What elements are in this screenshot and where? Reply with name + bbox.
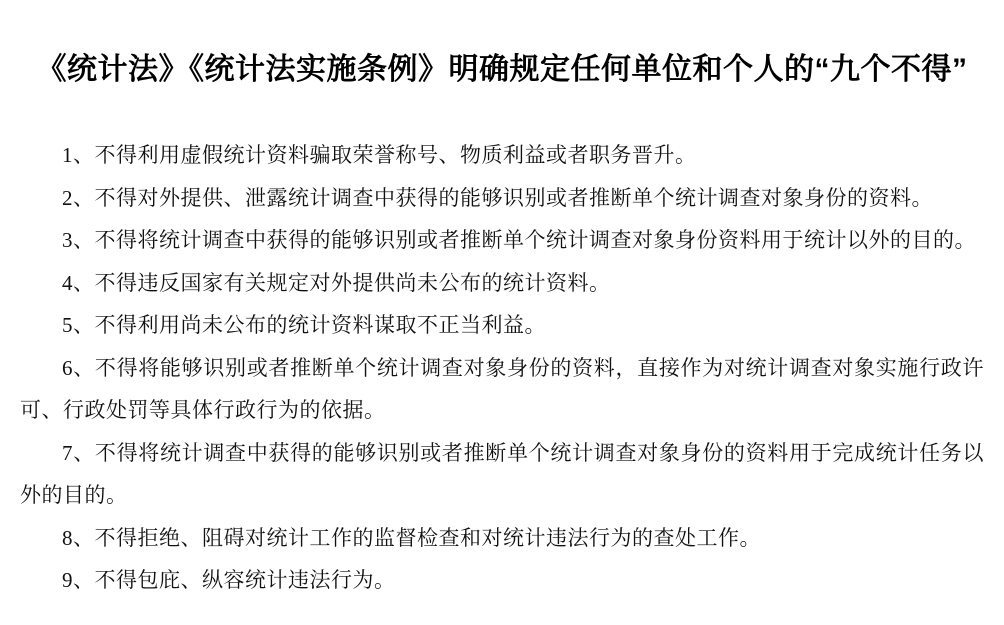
rule-item-1: 1、不得利用虚假统计资料骗取荣誉称号、物质利益或者职务晋升。 xyxy=(62,143,697,167)
rules-list xyxy=(20,134,984,602)
rule-item-3: 3、不得将统计调查中获得的能够识别或者推断单个统计调查对象身份资料用于统计以外的目的。 xyxy=(62,228,976,252)
page-title: 《统计法》《统计法实施条例》明确规定任何单位和个人的“九个不得” xyxy=(36,53,968,86)
rule-item-5: 5、不得利用尚未公布的统计资料谋取不正当利益。 xyxy=(62,313,546,337)
rule-item-8: 8、不得拒绝、阻碍对统计工作的监督检查和对统计违法行为的查处工作。 xyxy=(62,525,761,550)
rule-item-4: 4、不得违反国家有关规定对外提供尚未公布的统计资料。 xyxy=(62,270,611,295)
rule-item-7: 7、不得将统计调查中获得的能够识别或者推断单个统计调查对象身份的资料用于完成统计任务以外的目的。 xyxy=(20,440,984,507)
rule-item-9: 9、不得包庇、纵容统计违法行为。 xyxy=(62,568,396,592)
rule-item-2: 2、不得对外提供、泄露统计调查中获得的能够识别或者推断单个统计调查对象身份的资料。 xyxy=(62,185,933,210)
rule-item-6: 6、不得将能够识别或者推断单个统计调查对象身份的资料，直接作为对统计调查对象实施行政许可、行政处罚等具体行政行为的依据。 xyxy=(20,355,984,422)
